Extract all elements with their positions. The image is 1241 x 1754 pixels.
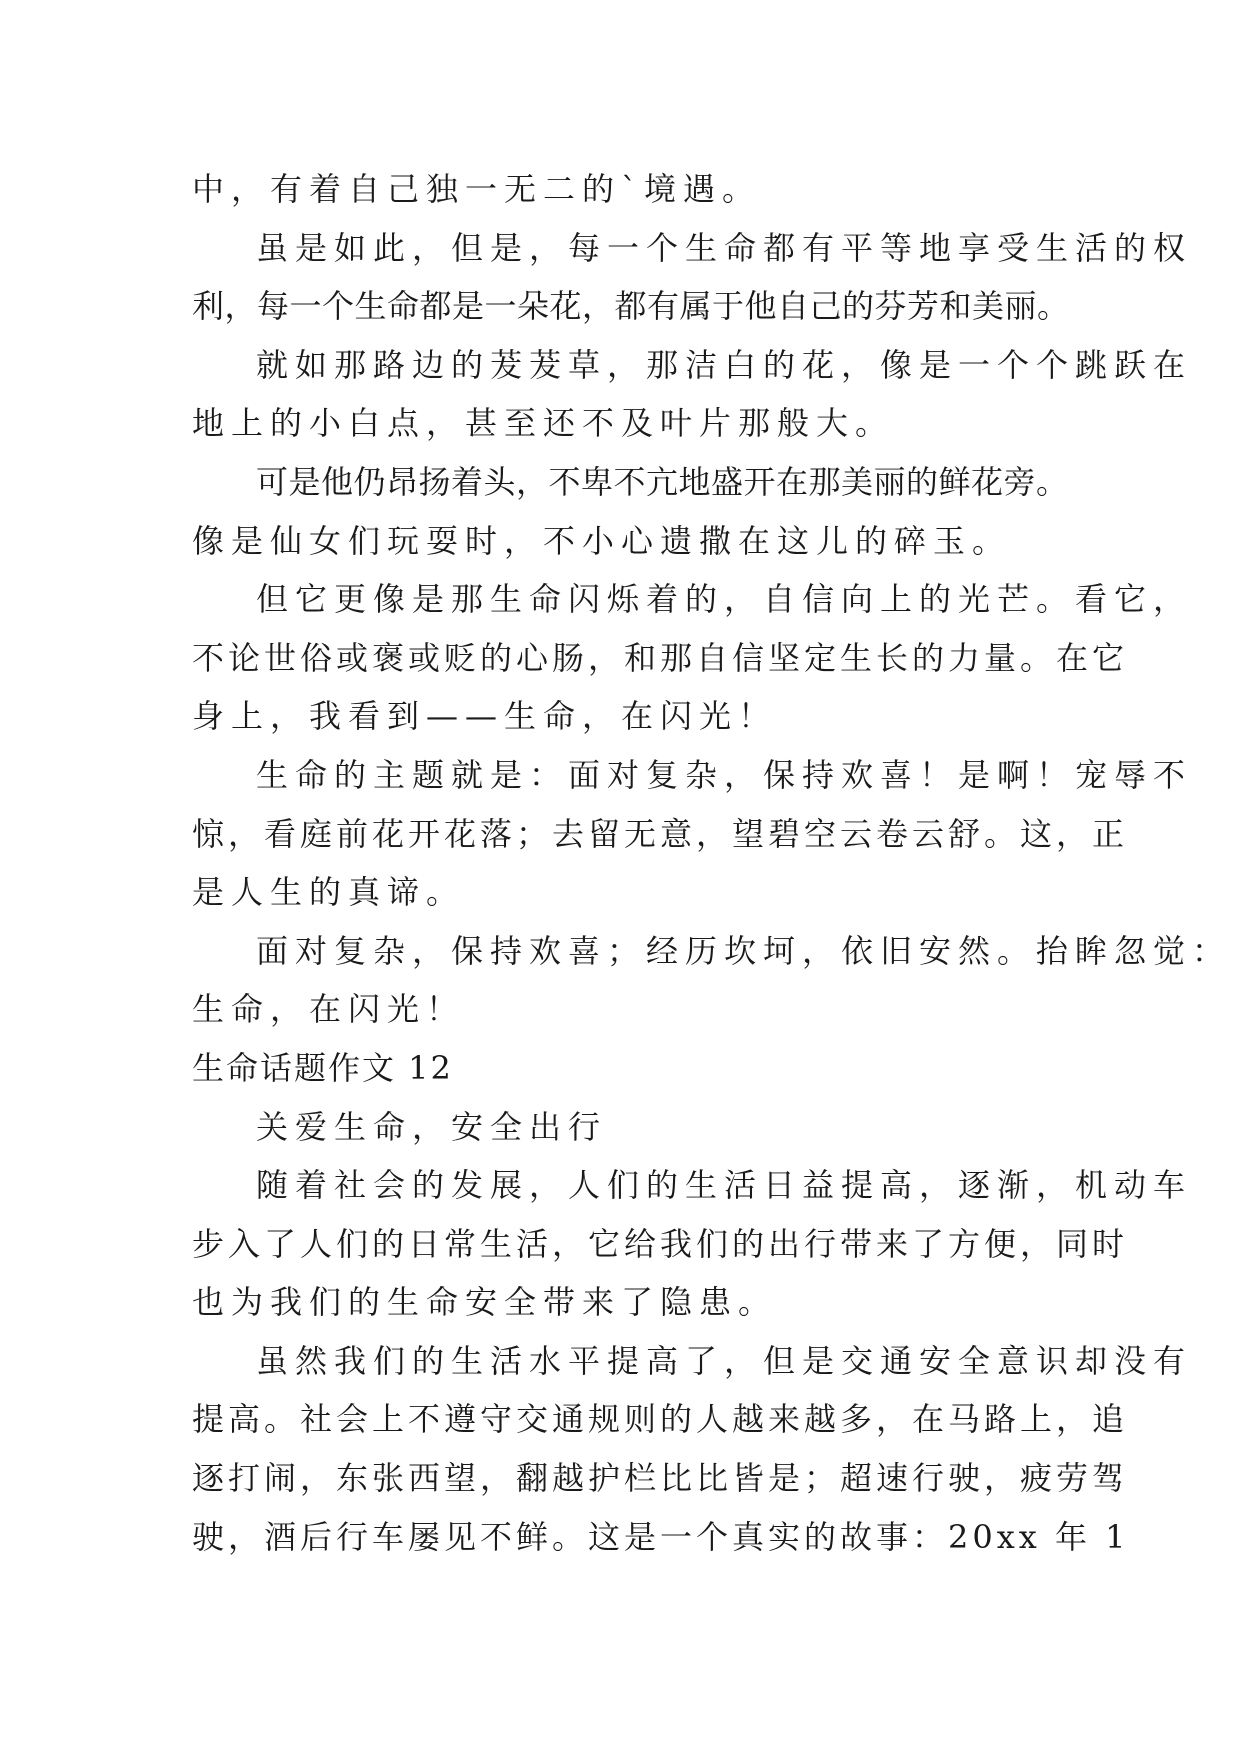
paragraph-start-line: 面对复杂，保持欢喜；经历坎坷，依旧安然。抬眸忽觉： [256,931,1232,970]
text-line: 地上的小白点，甚至还不及叶片那般大。 [192,404,895,443]
paragraph-start-line: 就如那路边的茇茇草，那洁白的花，像是一个个跳跃在 [256,345,1193,384]
text-line: 身上，我看到——生命，在闪光！ [192,697,778,736]
text-line: 惊，看庭前花开花落；去留无意，望碧空云卷云舒。这，正 [192,814,1129,853]
document-body [192,160,1232,1566]
paragraph-start-line: 虽然我们的生活水平提高了，但是交通安全意识却没有 [256,1341,1193,1380]
text-line: 利，每一个生命都是一朵花，都有属于他自己的芬芳和美丽。 [192,287,1070,326]
text-line: 提高。社会上不遵守交通规则的人越来越多，在马路上，追 [192,1400,1129,1439]
text-line: 逐打闹，东张西望，翻越护栏比比皆是；超速行驶，疲劳驾 [192,1459,1129,1498]
paragraph-start-line: 生命的主题就是：面对复杂，保持欢喜！是啊！宠辱不 [256,755,1193,794]
paragraph-start-line: 但它更像是那生命闪烁着的，自信向上的光芒。看它， [256,580,1193,619]
paragraph-start-line: 随着社会的发展，人们的生活日益提高，逐渐，机动车 [256,1166,1193,1205]
text-line: 像是仙女们玩耍时，不小心遗撒在这儿的碎玉。 [192,521,1012,560]
text-line: 中，有着自己独一无二的`境遇。 [192,170,762,208]
paragraph-start-line: 虽是如此，但是，每一个生命都有平等地享受生活的权 [256,228,1193,267]
text-line: 驶，酒后行车屡见不鲜。这是一个真实的故事：20xx 年 1 [192,1517,1130,1556]
text-line: 生命，在闪光！ [192,990,466,1029]
section-heading: 生命话题作文 12 [192,1048,453,1087]
paragraph-start-line: 可是他仍昂扬着头，不卑不亢地盛开在那美丽的鲜花旁。 [256,462,1069,501]
text-line: 也为我们的生命安全带来了隐患。 [192,1283,778,1322]
text-line: 是人生的真谛。 [192,873,466,912]
text-line: 不论世俗或褒或贬的心肠，和那自信坚定生长的力量。在它 [192,638,1129,677]
text-line: 步入了人们的日常生活，它给我们的出行带来了方便，同时 [192,1224,1129,1263]
essay-subtitle: 关爱生命，安全出行 [256,1107,608,1146]
